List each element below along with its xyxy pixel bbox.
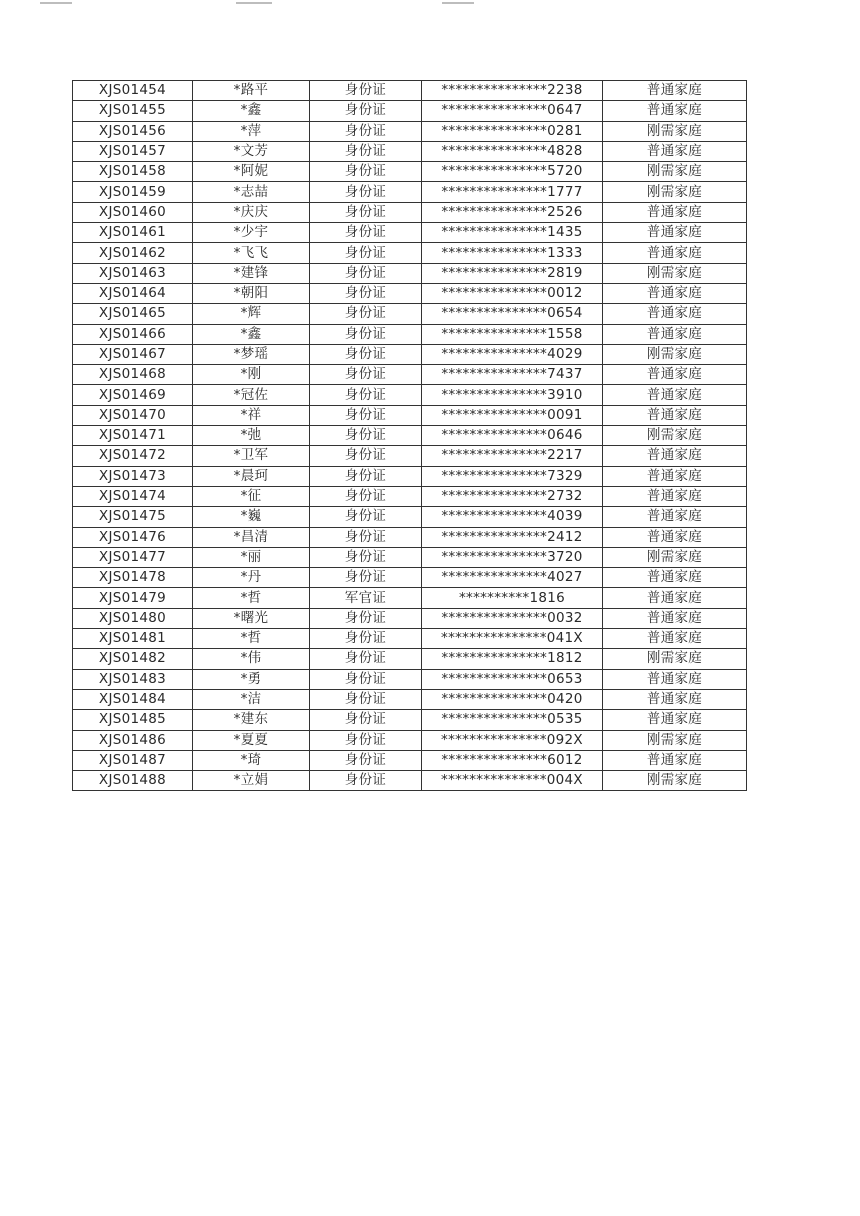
document-type-cell: 身份证	[310, 223, 422, 243]
table-row	[73, 283, 747, 303]
masked-id-number-cell: ***************092X	[422, 730, 603, 750]
applicant-name-cell: *冠佐	[193, 385, 310, 405]
table-row	[73, 304, 747, 324]
table-row	[73, 162, 747, 182]
applicant-code-cell: XJS01467	[73, 344, 193, 364]
applicant-name-cell: *路平	[193, 81, 310, 101]
document-type-cell: 身份证	[310, 81, 422, 101]
masked-id-number-cell: ***************1435	[422, 223, 603, 243]
table-row	[73, 101, 747, 121]
household-category-cell: 刚需家庭	[603, 344, 747, 364]
document-type-cell: 身份证	[310, 304, 422, 324]
household-category-cell: 刚需家庭	[603, 121, 747, 141]
household-category-cell: 普通家庭	[603, 141, 747, 161]
scan-artifact-mark	[236, 2, 272, 4]
applicant-code-cell: XJS01479	[73, 588, 193, 608]
household-category-cell: 普通家庭	[603, 365, 747, 385]
table-row	[73, 263, 747, 283]
table-row	[73, 446, 747, 466]
document-type-cell: 身份证	[310, 649, 422, 669]
applicant-code-cell: XJS01476	[73, 527, 193, 547]
household-category-cell: 刚需家庭	[603, 649, 747, 669]
document-type-cell: 身份证	[310, 283, 422, 303]
applicant-name-cell: *夏夏	[193, 730, 310, 750]
applicant-code-cell: XJS01468	[73, 365, 193, 385]
applicant-name-cell: *辉	[193, 304, 310, 324]
table-row	[73, 771, 747, 791]
applicant-code-cell: XJS01466	[73, 324, 193, 344]
masked-id-number-cell: ***************1812	[422, 649, 603, 669]
applicant-name-cell: *哲	[193, 588, 310, 608]
applicant-code-cell: XJS01456	[73, 121, 193, 141]
table-row	[73, 344, 747, 364]
masked-id-number-cell: ***************6012	[422, 750, 603, 770]
document-type-cell: 身份证	[310, 629, 422, 649]
household-category-cell: 普通家庭	[603, 527, 747, 547]
applicant-name-cell: *勇	[193, 669, 310, 689]
table-row	[73, 649, 747, 669]
household-category-cell: 刚需家庭	[603, 730, 747, 750]
table-row	[73, 486, 747, 506]
document-type-cell: 身份证	[310, 344, 422, 364]
applicant-name-cell: *哲	[193, 629, 310, 649]
masked-id-number-cell: ***************2217	[422, 446, 603, 466]
document-type-cell: 身份证	[310, 365, 422, 385]
masked-id-number-cell: ***************0646	[422, 426, 603, 446]
document-type-cell: 身份证	[310, 405, 422, 425]
table-row	[73, 466, 747, 486]
masked-id-number-cell: ***************7329	[422, 466, 603, 486]
masked-id-number-cell: ***************3910	[422, 385, 603, 405]
masked-id-number-cell: ***************041X	[422, 629, 603, 649]
table-row	[73, 202, 747, 222]
household-category-cell: 普通家庭	[603, 243, 747, 263]
household-category-cell: 普通家庭	[603, 446, 747, 466]
applicant-code-cell: XJS01477	[73, 547, 193, 567]
scan-artifact-mark	[40, 2, 72, 4]
document-type-cell: 身份证	[310, 243, 422, 263]
table-row	[73, 629, 747, 649]
applicant-code-cell: XJS01464	[73, 283, 193, 303]
applicant-name-cell: *弛	[193, 426, 310, 446]
household-category-cell: 刚需家庭	[603, 547, 747, 567]
household-category-cell: 普通家庭	[603, 283, 747, 303]
applicant-name-cell: *丹	[193, 568, 310, 588]
table-row	[73, 608, 747, 628]
masked-id-number-cell: **********1816	[422, 588, 603, 608]
applicant-name-cell: *祥	[193, 405, 310, 425]
masked-id-number-cell: ***************2412	[422, 527, 603, 547]
applicant-code-cell: XJS01481	[73, 629, 193, 649]
applicant-name-cell: *丽	[193, 547, 310, 567]
masked-id-number-cell: ***************0420	[422, 689, 603, 709]
applicant-code-cell: XJS01459	[73, 182, 193, 202]
applicant-name-cell: *志喆	[193, 182, 310, 202]
household-category-cell: 普通家庭	[603, 710, 747, 730]
household-category-cell: 普通家庭	[603, 304, 747, 324]
household-category-cell: 刚需家庭	[603, 182, 747, 202]
document-type-cell: 身份证	[310, 426, 422, 446]
masked-id-number-cell: ***************0281	[422, 121, 603, 141]
masked-id-number-cell: ***************0012	[422, 283, 603, 303]
table-row	[73, 547, 747, 567]
applicant-code-cell: XJS01488	[73, 771, 193, 791]
household-category-cell: 普通家庭	[603, 223, 747, 243]
table-row	[73, 121, 747, 141]
masked-id-number-cell: ***************4027	[422, 568, 603, 588]
applicant-code-cell: XJS01478	[73, 568, 193, 588]
applicant-name-cell: *晨珂	[193, 466, 310, 486]
applicant-code-cell: XJS01470	[73, 405, 193, 425]
applicant-code-cell: XJS01469	[73, 385, 193, 405]
household-category-cell: 刚需家庭	[603, 426, 747, 446]
table-row	[73, 182, 747, 202]
applicant-name-cell: *阿妮	[193, 162, 310, 182]
applicant-code-cell: XJS01461	[73, 223, 193, 243]
household-category-cell: 刚需家庭	[603, 162, 747, 182]
household-category-cell: 普通家庭	[603, 466, 747, 486]
household-category-cell: 普通家庭	[603, 750, 747, 770]
document-type-cell: 身份证	[310, 547, 422, 567]
applicant-name-cell: *琦	[193, 750, 310, 770]
document-type-cell: 身份证	[310, 141, 422, 161]
document-type-cell: 身份证	[310, 750, 422, 770]
applicant-name-cell: *文芳	[193, 141, 310, 161]
applicant-code-cell: XJS01480	[73, 608, 193, 628]
table-row	[73, 689, 747, 709]
applicant-name-cell: *庆庆	[193, 202, 310, 222]
applicant-name-cell: *鑫	[193, 101, 310, 121]
table-row	[73, 527, 747, 547]
masked-id-number-cell: ***************004X	[422, 771, 603, 791]
applicant-name-cell: *朝阳	[193, 283, 310, 303]
masked-id-number-cell: ***************0654	[422, 304, 603, 324]
household-category-cell: 普通家庭	[603, 568, 747, 588]
document-type-cell: 身份证	[310, 771, 422, 791]
table-row	[73, 730, 747, 750]
masked-id-number-cell: ***************2238	[422, 81, 603, 101]
applicant-name-cell: *曙光	[193, 608, 310, 628]
document-type-cell: 身份证	[310, 324, 422, 344]
applicant-name-cell: *洁	[193, 689, 310, 709]
applicant-name-cell: *昌清	[193, 527, 310, 547]
scan-artifact-mark	[442, 2, 474, 4]
document-type-cell: 身份证	[310, 121, 422, 141]
household-category-cell: 普通家庭	[603, 81, 747, 101]
masked-id-number-cell: ***************4039	[422, 507, 603, 527]
household-category-cell: 普通家庭	[603, 689, 747, 709]
applicant-code-cell: XJS01487	[73, 750, 193, 770]
document-type-cell: 身份证	[310, 466, 422, 486]
household-category-cell: 普通家庭	[603, 486, 747, 506]
table-row	[73, 669, 747, 689]
applicant-code-cell: XJS01455	[73, 101, 193, 121]
document-type-cell: 身份证	[310, 568, 422, 588]
applicant-code-cell: XJS01460	[73, 202, 193, 222]
table-row	[73, 243, 747, 263]
applicant-code-cell: XJS01457	[73, 141, 193, 161]
masked-id-number-cell: ***************2819	[422, 263, 603, 283]
masked-id-number-cell: ***************7437	[422, 365, 603, 385]
applicant-code-cell: XJS01486	[73, 730, 193, 750]
document-type-cell: 身份证	[310, 162, 422, 182]
document-type-cell: 身份证	[310, 182, 422, 202]
household-category-cell: 刚需家庭	[603, 771, 747, 791]
table-row	[73, 141, 747, 161]
masked-id-number-cell: ***************1558	[422, 324, 603, 344]
household-category-cell: 普通家庭	[603, 101, 747, 121]
applicant-code-cell: XJS01475	[73, 507, 193, 527]
table-row	[73, 426, 747, 446]
applicant-code-cell: XJS01484	[73, 689, 193, 709]
applicant-name-cell: *巍	[193, 507, 310, 527]
household-category-cell: 普通家庭	[603, 507, 747, 527]
masked-id-number-cell: ***************4828	[422, 141, 603, 161]
applicant-name-cell: *刚	[193, 365, 310, 385]
applicant-name-cell: *建东	[193, 710, 310, 730]
table-row	[73, 588, 747, 608]
applicant-name-cell: *鑫	[193, 324, 310, 344]
masked-id-number-cell: ***************5720	[422, 162, 603, 182]
applicant-code-cell: XJS01485	[73, 710, 193, 730]
document-type-cell: 身份证	[310, 669, 422, 689]
household-category-cell: 普通家庭	[603, 629, 747, 649]
document-type-cell: 身份证	[310, 527, 422, 547]
table-row	[73, 710, 747, 730]
applicant-name-cell: *伟	[193, 649, 310, 669]
household-category-cell: 普通家庭	[603, 385, 747, 405]
registry-table-body	[73, 81, 747, 791]
table-row	[73, 223, 747, 243]
applicant-code-cell: XJS01462	[73, 243, 193, 263]
applicant-code-cell: XJS01463	[73, 263, 193, 283]
document-type-cell: 身份证	[310, 507, 422, 527]
household-category-cell: 普通家庭	[603, 608, 747, 628]
table-row	[73, 324, 747, 344]
masked-id-number-cell: ***************0653	[422, 669, 603, 689]
masked-id-number-cell: ***************0032	[422, 608, 603, 628]
document-type-cell: 身份证	[310, 202, 422, 222]
masked-id-number-cell: ***************0647	[422, 101, 603, 121]
masked-id-number-cell: ***************2526	[422, 202, 603, 222]
table-row	[73, 405, 747, 425]
applicant-name-cell: *少宇	[193, 223, 310, 243]
applicant-code-cell: XJS01454	[73, 81, 193, 101]
table-row	[73, 750, 747, 770]
document-type-cell: 身份证	[310, 446, 422, 466]
document-type-cell: 身份证	[310, 730, 422, 750]
document-type-cell: 军官证	[310, 588, 422, 608]
document-type-cell: 身份证	[310, 608, 422, 628]
applicant-code-cell: XJS01471	[73, 426, 193, 446]
applicant-name-cell: *萍	[193, 121, 310, 141]
table-row	[73, 568, 747, 588]
applicant-code-cell: XJS01482	[73, 649, 193, 669]
applicant-code-cell: XJS01473	[73, 466, 193, 486]
document-type-cell: 身份证	[310, 689, 422, 709]
masked-id-number-cell: ***************0091	[422, 405, 603, 425]
applicant-name-cell: *卫军	[193, 446, 310, 466]
applicant-code-cell: XJS01472	[73, 446, 193, 466]
applicant-code-cell: XJS01465	[73, 304, 193, 324]
household-category-cell: 普通家庭	[603, 588, 747, 608]
document-type-cell: 身份证	[310, 486, 422, 506]
masked-id-number-cell: ***************4029	[422, 344, 603, 364]
applicant-code-cell: XJS01458	[73, 162, 193, 182]
document-type-cell: 身份证	[310, 101, 422, 121]
document-type-cell: 身份证	[310, 385, 422, 405]
applicant-name-cell: *立娟	[193, 771, 310, 791]
applicant-code-cell: XJS01474	[73, 486, 193, 506]
masked-id-number-cell: ***************1333	[422, 243, 603, 263]
applicant-name-cell: *飞飞	[193, 243, 310, 263]
household-category-cell: 普通家庭	[603, 405, 747, 425]
masked-id-number-cell: ***************3720	[422, 547, 603, 567]
household-category-cell: 普通家庭	[603, 669, 747, 689]
household-category-cell: 普通家庭	[603, 202, 747, 222]
applicant-name-cell: *建锋	[193, 263, 310, 283]
document-type-cell: 身份证	[310, 710, 422, 730]
applicant-code-cell: XJS01483	[73, 669, 193, 689]
masked-id-number-cell: ***************1777	[422, 182, 603, 202]
table-row	[73, 81, 747, 101]
table-row	[73, 365, 747, 385]
applicant-name-cell: *征	[193, 486, 310, 506]
table-row	[73, 385, 747, 405]
applicant-name-cell: *梦瑶	[193, 344, 310, 364]
masked-id-number-cell: ***************2732	[422, 486, 603, 506]
table-row	[73, 507, 747, 527]
household-category-cell: 刚需家庭	[603, 263, 747, 283]
document-type-cell: 身份证	[310, 263, 422, 283]
registry-table	[72, 80, 747, 791]
household-category-cell: 普通家庭	[603, 324, 747, 344]
masked-id-number-cell: ***************0535	[422, 710, 603, 730]
